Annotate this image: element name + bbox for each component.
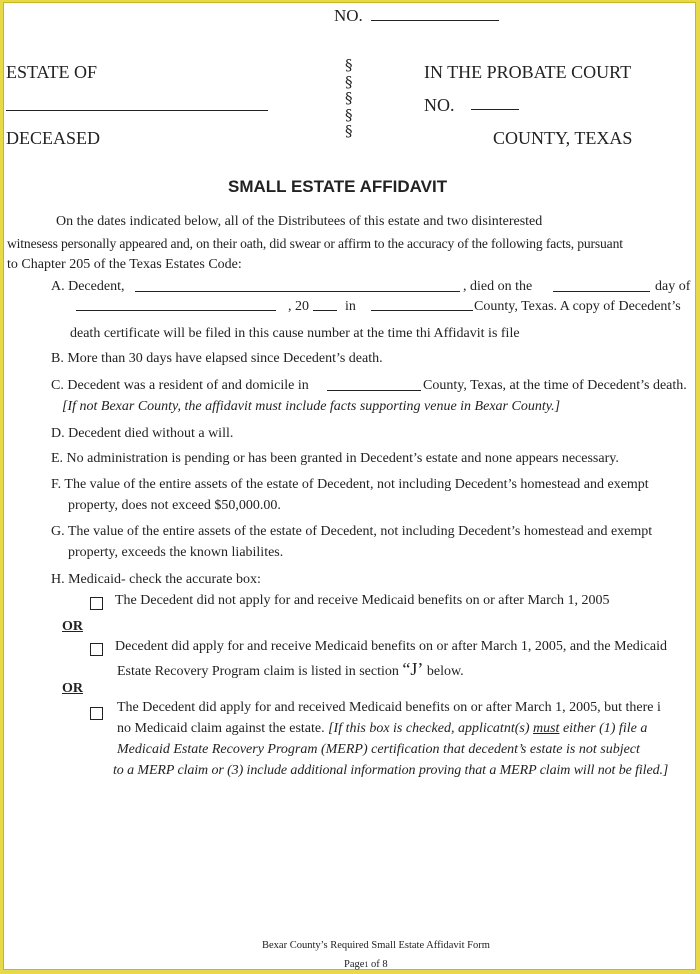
estate-name-blank[interactable] [6, 110, 268, 111]
estate-of-label: ESTATE OF [6, 62, 98, 82]
court-number-blank[interactable] [471, 109, 519, 110]
medicaid-option-3-line-1: The Decedent did apply for and received Medicaid benefits on or after March 1, 2005, but there i [117, 700, 661, 715]
item-a-lead: A. Decedent, [51, 279, 125, 294]
death-day-blank[interactable] [553, 291, 650, 292]
item-g-line-2: property, exceeds the known liabilites. [68, 545, 284, 560]
medicaid-option-2-checkbox[interactable] [90, 643, 103, 656]
document-title: SMALL ESTATE AFFIDAVIT [228, 177, 448, 196]
or-separator-1: OR [62, 619, 83, 634]
section-marks: § § § § § [345, 56, 353, 140]
document-page [3, 2, 696, 970]
medicaid-option-3-line-4: to a MERP claim or (3) include additional information proving that a MERP claim will not be filed.] [113, 763, 669, 778]
domicile-county-blank[interactable] [327, 390, 421, 391]
medicaid-option-2-line-1: Decedent did apply for and receive Medicaid benefits on or after March 1, 2005, and the Medicaid [115, 639, 668, 654]
court-number-label: NO. [424, 95, 455, 115]
item-g-line-1: G. The value of the entire assets of the estate of Decedent, not including Decedent’s homestead and exempt [51, 524, 653, 539]
item-a-day-of: day of [655, 279, 691, 294]
deceased-label: DECEASED [6, 128, 100, 148]
county-texas-label: COUNTY, TEXAS [493, 128, 633, 148]
cause-number-blank[interactable] [371, 20, 499, 21]
decedent-name-blank[interactable] [135, 291, 460, 292]
item-d: D. Decedent died without a will. [51, 426, 234, 441]
or-separator-2: OR [62, 681, 83, 696]
item-c-lead: C. Decedent was a resident of and domicile in [51, 378, 309, 393]
item-a-in: in [345, 299, 356, 314]
intro-line-1: On the dates indicated below, all of the Distributees of this estate and two disinterested [56, 214, 543, 229]
intro-line-3: to Chapter 205 of the Texas Estates Code: [7, 257, 242, 272]
probate-court-label: IN THE PROBATE COURT [424, 62, 632, 82]
medicaid-option-3-line-3: Medicaid Estate Recovery Program (MERP) certification that decedent’s estate is not subject [117, 742, 640, 757]
cause-number-label: NO. [334, 6, 363, 25]
death-year-blank[interactable] [313, 310, 337, 311]
intro-line-2: witnesess personally appeared and, on their oath, did swear or affirm to the accuracy of the following facts, pursuant [7, 236, 623, 251]
item-f-line-2: property, does not exceed $50,000.00. [68, 498, 281, 513]
item-b: B. More than 30 days have elapsed since Decedent’s death. [51, 351, 383, 366]
item-a-county-texas: County, Texas. A copy of Decedent’s [474, 299, 681, 314]
item-a-died-on: , died on the [463, 279, 533, 294]
item-a-comma-20: , 20 [288, 299, 309, 314]
item-f-line-1: F. The value of the entire assets of the estate of Decedent, not including Decedent’s homestead and exempt [51, 477, 649, 492]
item-a-line-3: death certificate will be filed in this cause number at the time thi Affidavit is file [70, 326, 520, 341]
death-county-blank[interactable] [371, 310, 473, 311]
medicaid-option-2-line-2: Estate Recovery Program claim is listed in section “J’ below. [117, 659, 464, 679]
medicaid-option-1-checkbox[interactable] [90, 597, 103, 610]
footer-page-number: Page1 of 8 [344, 959, 388, 970]
medicaid-option-3-checkbox[interactable] [90, 707, 103, 720]
item-e: E. No administration is pending or has been granted in Decedent’s estate and none appears necessary. [51, 451, 619, 466]
item-c-tail: County, Texas, at the time of Decedent’s death. [423, 378, 687, 393]
medicaid-option-3-line-2: no Medicaid claim against the estate. [If this box is checked, applicatnt(s) must either (1) file a [117, 721, 648, 736]
item-c-note: [If not Bexar County, the affidavit must include facts supporting venue in Bexar County.] [62, 399, 561, 414]
item-h-lead: H. Medicaid- check the accurate box: [51, 572, 261, 587]
death-month-blank[interactable] [76, 310, 276, 311]
medicaid-option-1-text: The Decedent did not apply for and receive Medicaid benefits on or after March 1, 2005 [115, 593, 610, 608]
footer-form-name: Bexar County’s Required Small Estate Affidavit Form [262, 940, 490, 951]
